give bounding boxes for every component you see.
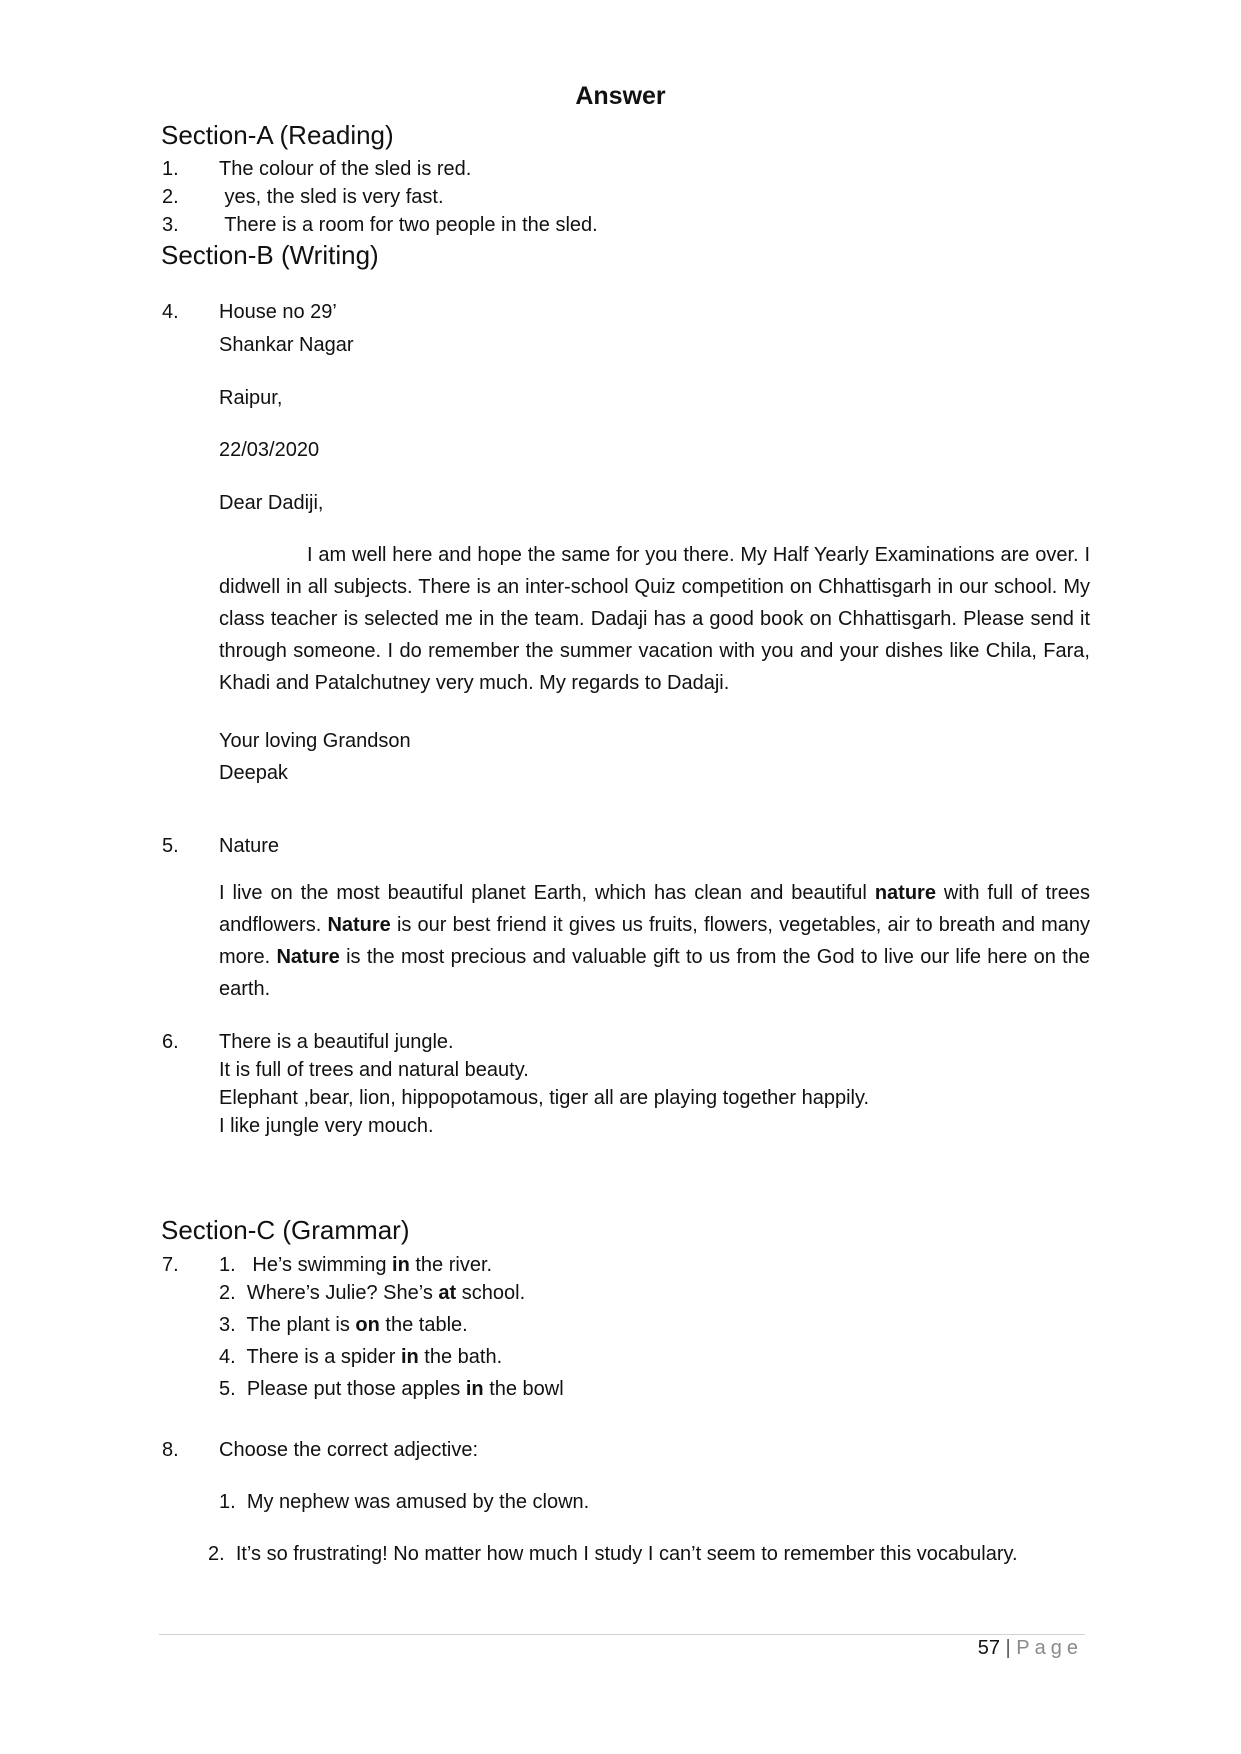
letter-body: [219, 539, 1090, 699]
item-number: 2.: [219, 1282, 236, 1304]
preposition-item: [219, 1282, 525, 1305]
item-text: the river.: [409, 1254, 493, 1276]
item-number: 2.: [208, 1543, 225, 1565]
letter-address-line: House no 29’: [219, 301, 337, 323]
item-answer: at: [438, 1282, 457, 1304]
essay-paragraph: [219, 877, 1090, 1005]
item-text: There is a spider: [246, 1346, 401, 1368]
item-answer: on: [355, 1314, 380, 1336]
section-a-heading: Section-A (Reading): [161, 120, 394, 150]
letter-body-text: I am well here and hope the same for you there. My Half Yearly Examinations are over. I didwell in all subjects. There is an inter-school Quiz competition on Chhattisgarh in our school. My class teacher is selected me in the team. Dadaji has a good book on Chhattisgarh. Please send it through someone. I do remember the summer vacation with you and your dishes like Chila, Fara, Khadi and Patalchutney very much. My regards to Dadaji.: [219, 544, 1090, 694]
item-text: The plant is: [246, 1314, 356, 1336]
section-c-heading: Section-C (Grammar): [161, 1215, 410, 1245]
item-text: the bowl: [483, 1378, 564, 1400]
preposition-item: [219, 1254, 492, 1277]
item-answer: in: [392, 1254, 410, 1276]
question-number: 8.: [162, 1439, 179, 1461]
answer-text: The colour of the sled is red.: [219, 158, 472, 180]
item-text: It’s so frustrating! No matter how much I study I can’t seem to remember this vocabulary.: [235, 1543, 1018, 1565]
essay-keyword: Nature: [327, 914, 391, 936]
answer-text: There is a room for two people in the sled.: [219, 214, 598, 236]
letter-city: Raipur,: [219, 387, 283, 409]
question-number: 7.: [162, 1254, 179, 1276]
item-text: He’s swimming: [246, 1254, 393, 1276]
essay-text: is our best friend it gives us fruits, flowers, vegetables, air to breath and many more.: [219, 914, 1090, 968]
essay-keyword: Nature: [276, 946, 340, 968]
question-number: 6.: [162, 1031, 179, 1053]
question-number: 1.: [162, 158, 179, 180]
item-number: 1.: [219, 1491, 236, 1513]
picture-description-line: There is a beautiful jungle.: [219, 1031, 454, 1053]
picture-description-line: It is full of trees and natural beauty.: [219, 1059, 529, 1081]
answer-text: yes, the sled is very fast.: [219, 186, 444, 208]
section-b-heading: Section-B (Writing): [161, 240, 379, 270]
preposition-item: [219, 1314, 468, 1337]
essay-text: with full of trees andflowers.: [219, 882, 1090, 936]
page-footer: [978, 1637, 1083, 1660]
essay-text: I live on the most beautiful planet Earth, which has clean and beautiful: [219, 882, 875, 904]
letter-date: 22/03/2020: [219, 439, 320, 461]
question-number: 4.: [162, 301, 179, 323]
letter-closing: Your loving Grandson: [219, 730, 411, 752]
item-text: the bath.: [418, 1346, 503, 1368]
question-number: 2.: [162, 186, 179, 208]
item-text: Please put those apples: [246, 1378, 466, 1400]
item-text: the table.: [379, 1314, 468, 1336]
essay-text: is the most precious and valuable gift to us from the God to live our life here on the earth.: [219, 946, 1090, 1000]
item-text: school.: [456, 1282, 526, 1304]
picture-description-line: Elephant ,bear, lion, hippopotamous, tiger all are playing together happily.: [219, 1087, 870, 1109]
essay-title: Nature: [219, 835, 280, 857]
letter-address-line: Shankar Nagar: [219, 334, 354, 356]
adjective-item: [219, 1491, 589, 1514]
item-text: My nephew was amused by the clown.: [246, 1491, 590, 1513]
essay-keyword: nature: [874, 882, 936, 904]
page-number: 57: [977, 1637, 1000, 1659]
question-number: 3.: [162, 214, 179, 236]
item-number: 1.: [219, 1254, 236, 1276]
question-prompt: Choose the correct adjective:: [219, 1439, 479, 1461]
preposition-item: [219, 1378, 564, 1401]
page-label: Page: [1016, 1637, 1083, 1659]
picture-description-line: I like jungle very mouch.: [219, 1115, 434, 1137]
page-title: Answer: [575, 82, 666, 110]
item-number: 4.: [219, 1346, 236, 1368]
question-number: 5.: [162, 835, 179, 857]
footer-divider: [159, 1634, 1085, 1635]
item-answer: in: [400, 1346, 419, 1368]
adjective-item: [208, 1543, 1018, 1566]
item-answer: in: [465, 1378, 484, 1400]
item-number: 3.: [219, 1314, 236, 1336]
item-number: 5.: [219, 1378, 236, 1400]
item-text: Where’s Julie? She’s: [246, 1282, 439, 1304]
letter-signature: Deepak: [219, 762, 288, 784]
footer-separator: |: [1005, 1637, 1011, 1659]
letter-salutation: Dear Dadiji,: [219, 492, 324, 514]
preposition-item: [219, 1346, 502, 1369]
